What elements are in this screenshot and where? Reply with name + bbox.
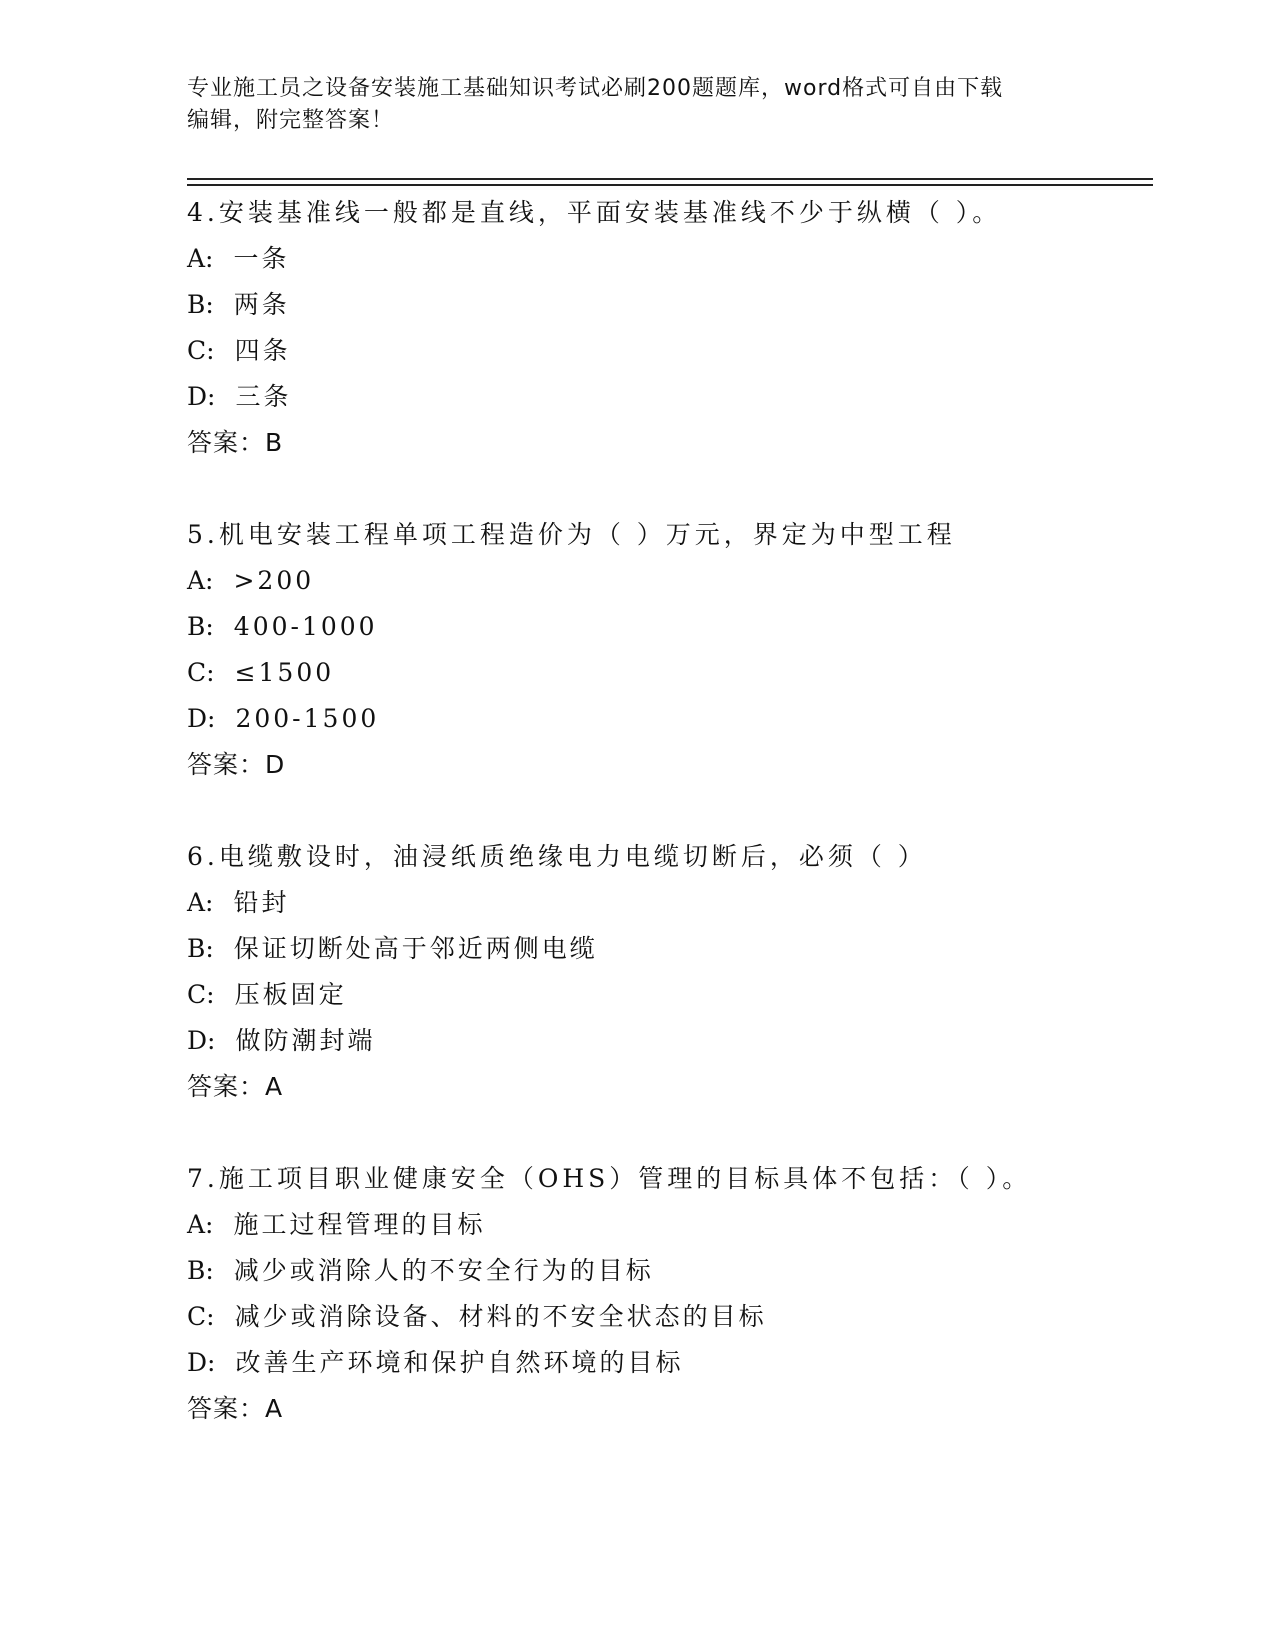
option-c xyxy=(187,650,1153,696)
option-label: D: xyxy=(187,1026,216,1055)
option-text: 400-1000 xyxy=(233,612,378,641)
option-d xyxy=(187,374,1153,420)
option-label: D: xyxy=(187,704,216,733)
option-text: 压板固定 xyxy=(234,980,347,1009)
option-b xyxy=(187,1248,1153,1294)
option-text: 施工过程管理的目标 xyxy=(233,1210,486,1239)
option-text: 200-1500 xyxy=(235,704,380,733)
question-stem: 4.安装基准线一般都是直线，平面安装基准线不少于纵横（ ）。 xyxy=(187,198,1002,227)
option-text: 铅封 xyxy=(233,888,290,917)
option-c xyxy=(187,328,1153,374)
option-text: 两条 xyxy=(233,290,290,319)
option-text: >200 xyxy=(233,566,315,595)
question-stem: 7.施工项目职业健康安全（OHS）管理的目标具体不包括：（ ）。 xyxy=(187,1164,1032,1193)
option-c xyxy=(187,972,1153,1018)
question-list xyxy=(187,190,1153,1478)
question-stem: 5.机电安装工程单项工程造价为（ ）万元，界定为中型工程 xyxy=(187,520,956,549)
answer-line: 答案：D xyxy=(187,750,286,779)
option-text: 一条 xyxy=(233,244,290,273)
option-label: B: xyxy=(187,1256,214,1285)
option-label: A: xyxy=(187,566,214,595)
option-label: D: xyxy=(187,382,216,411)
option-b xyxy=(187,282,1153,328)
option-label: B: xyxy=(187,612,214,641)
question-7 xyxy=(187,1156,1153,1432)
option-b xyxy=(187,926,1153,972)
question-4 xyxy=(187,190,1153,466)
question-stem: 6.电缆敷设时，油浸纸质绝缘电力电缆切断后，必须（ ） xyxy=(187,842,927,871)
header-divider-bottom xyxy=(187,184,1153,186)
option-d xyxy=(187,1340,1153,1386)
question-5 xyxy=(187,512,1153,788)
option-label: B: xyxy=(187,290,214,319)
header-line-2: 编辑，附完整答案！ xyxy=(187,108,395,133)
answer-line: 答案：A xyxy=(187,1072,284,1101)
option-text: 减少或消除设备、材料的不安全状态的目标 xyxy=(234,1302,767,1331)
option-a xyxy=(187,558,1153,604)
question-6 xyxy=(187,834,1153,1110)
option-label: C: xyxy=(187,980,215,1009)
option-text: 三条 xyxy=(235,382,292,411)
option-label: C: xyxy=(187,336,215,365)
document-header xyxy=(187,73,1067,137)
option-b xyxy=(187,604,1153,650)
option-text: 四条 xyxy=(234,336,291,365)
option-label: C: xyxy=(187,658,215,687)
option-label: D: xyxy=(187,1348,216,1377)
option-label: A: xyxy=(187,244,214,273)
option-d xyxy=(187,696,1153,742)
answer-line: 答案：A xyxy=(187,1394,284,1423)
option-text: 做防潮封端 xyxy=(235,1026,376,1055)
option-a xyxy=(187,1202,1153,1248)
option-a xyxy=(187,236,1153,282)
option-c xyxy=(187,1294,1153,1340)
option-label: A: xyxy=(187,1210,214,1239)
option-text: ≤1500 xyxy=(234,658,335,687)
option-d xyxy=(187,1018,1153,1064)
header-line-1: 专业施工员之设备安装施工基础知识考试必刷200题题库，word格式可自由下载 xyxy=(187,76,1004,101)
option-label: B: xyxy=(187,934,214,963)
option-text: 改善生产环境和保护自然环境的目标 xyxy=(235,1348,684,1377)
option-label: C: xyxy=(187,1302,215,1331)
option-text: 减少或消除人的不安全行为的目标 xyxy=(233,1256,654,1285)
option-text: 保证切断处高于邻近两侧电缆 xyxy=(233,934,598,963)
answer-line: 答案：B xyxy=(187,428,284,457)
option-a xyxy=(187,880,1153,926)
header-divider-top xyxy=(187,178,1153,180)
option-label: A: xyxy=(187,888,214,917)
